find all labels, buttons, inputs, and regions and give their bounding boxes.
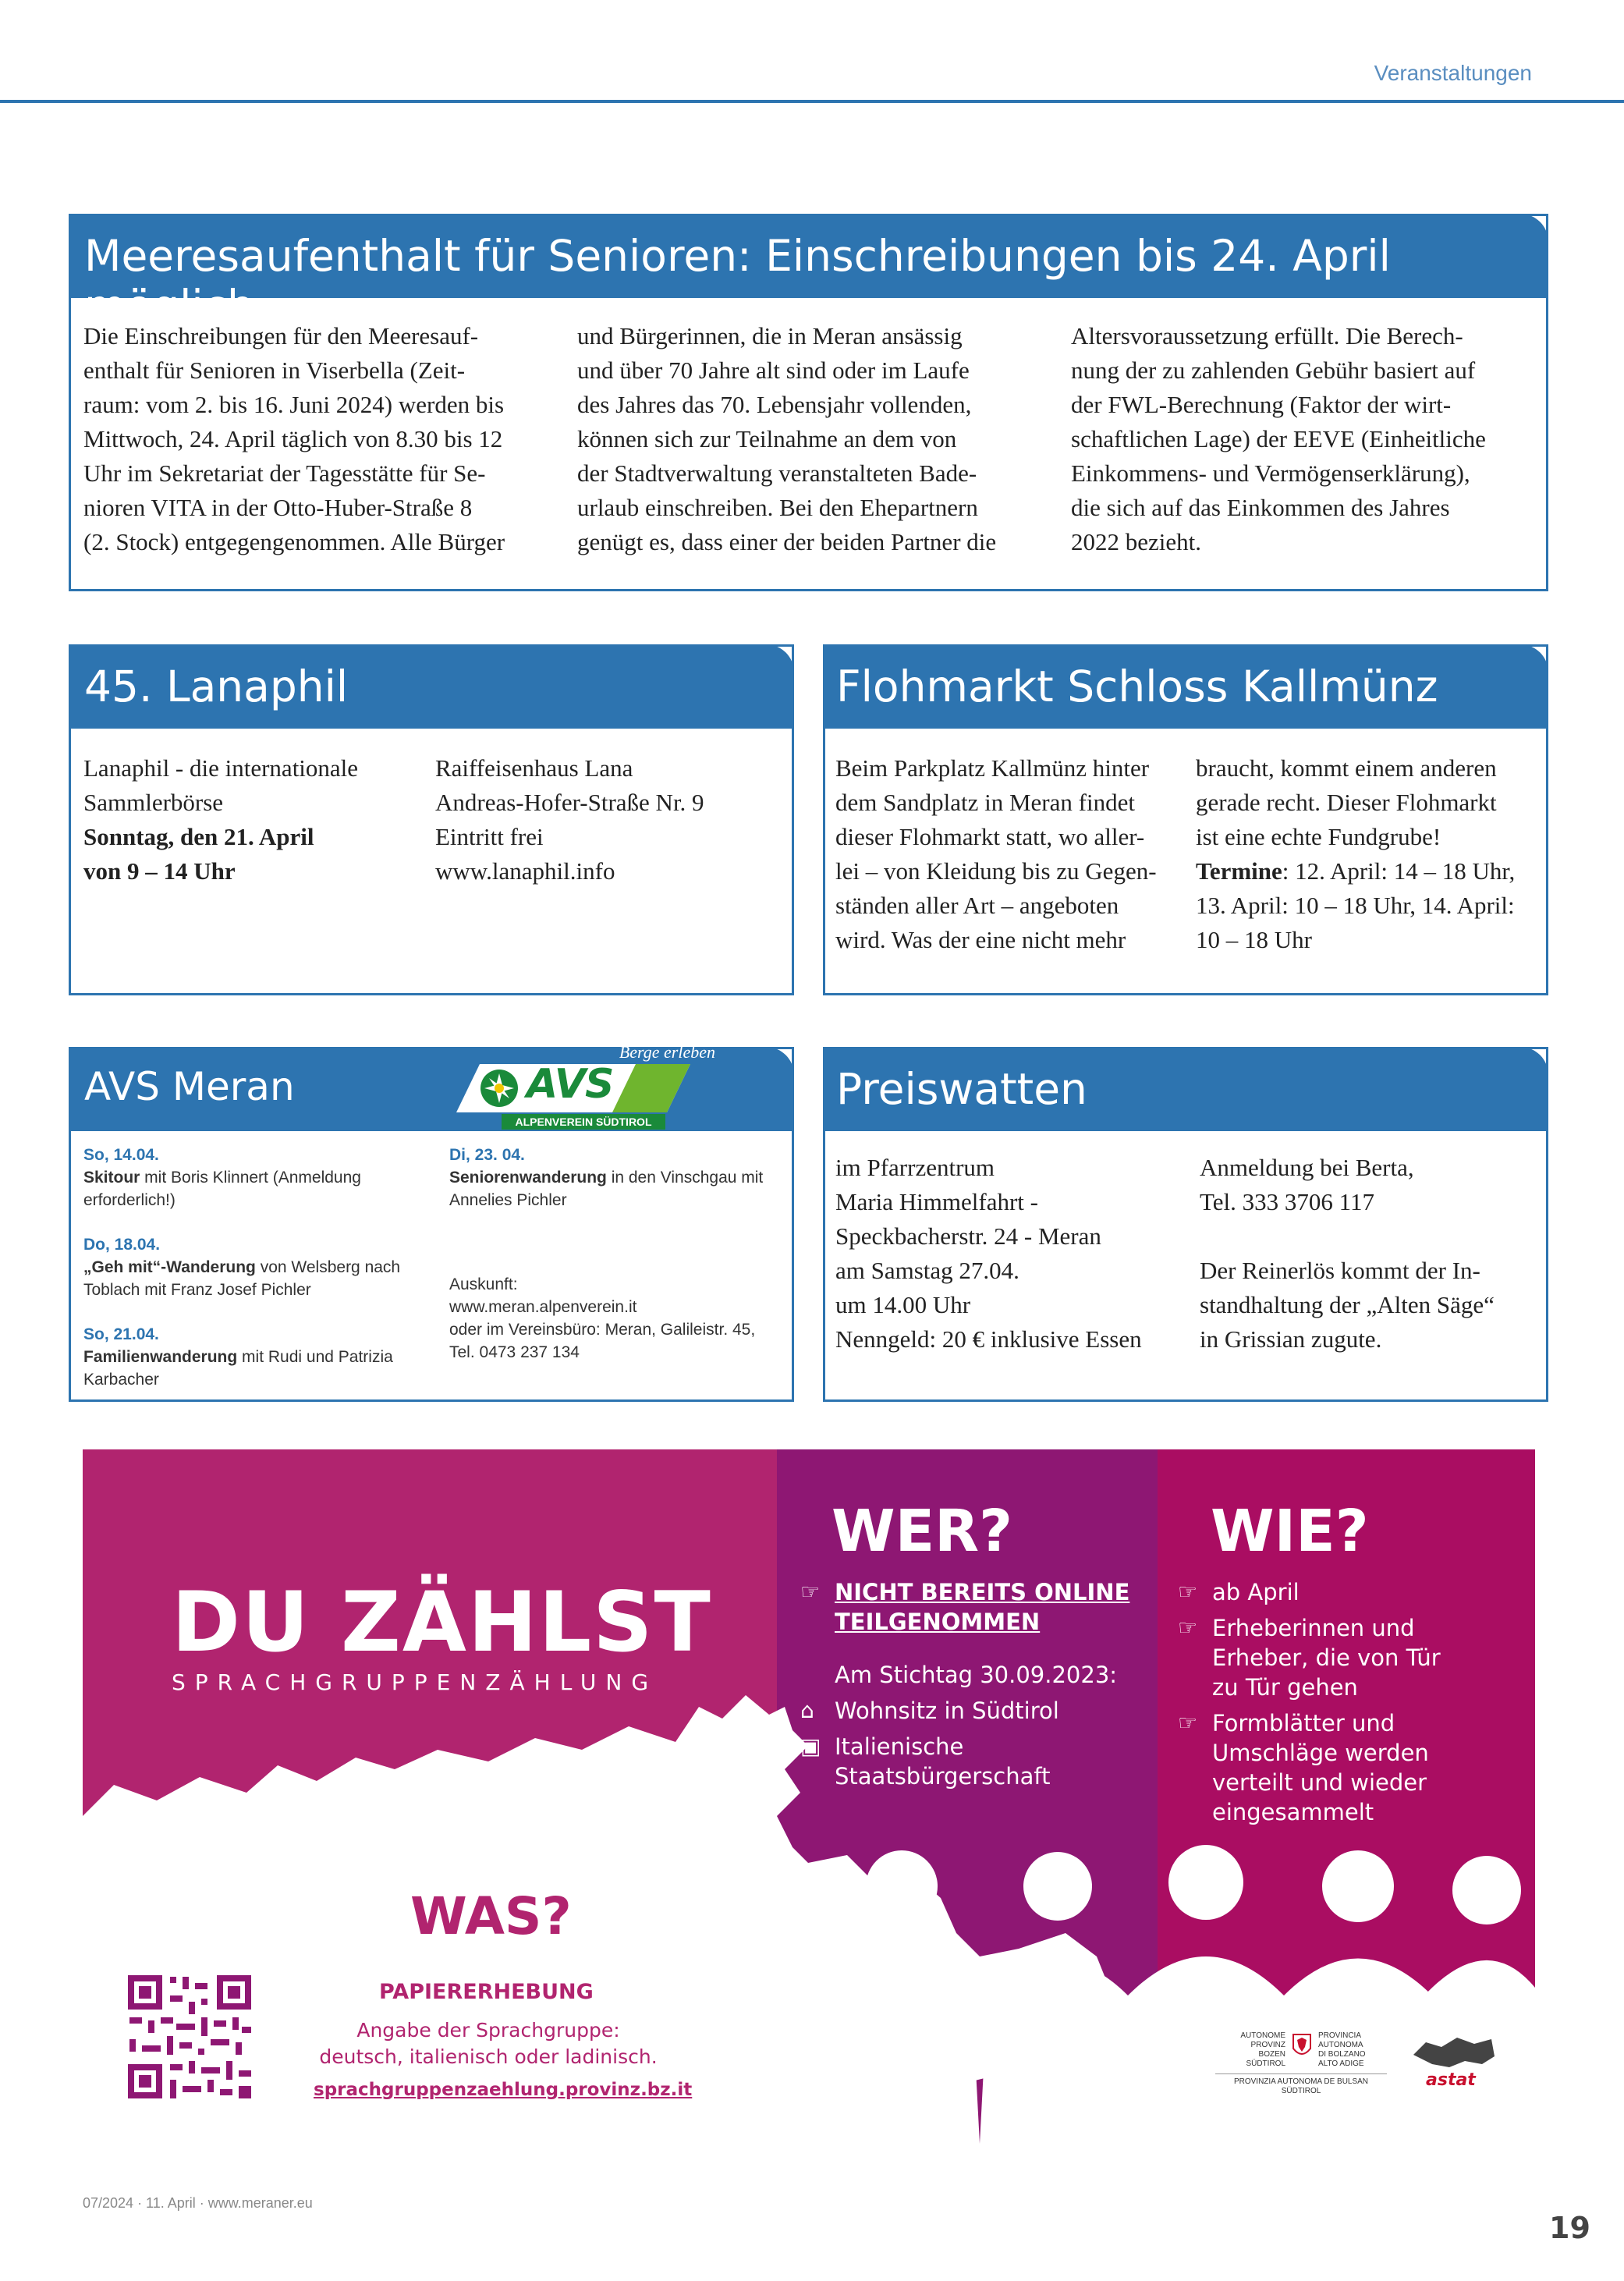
census-wie-list: ☞ ab April ☞ Erheberinnen und Erheber, die von Tür zu Tür gehen ☞ Formblätter und Umschläge werden verteilt und wieder eingesammelt — [1178, 1579, 1441, 1825]
census-headline: DU ZÄHLST — [172, 1574, 712, 1670]
eagle-coat-of-arms-icon — [1292, 2033, 1312, 2059]
lanaphil-link[interactable]: www.lanaphil.info — [435, 857, 615, 885]
preiswatten-col-1: im Pfarrzentrum Maria Himmelfahrt - Speckbacherstr. 24 - Meran am Samstag 27.04. um 14.00 Uhr Nenngeld: 20 € inklusive Essen — [835, 1154, 1142, 1353]
avs-link[interactable]: www.meran.alpenverein.it — [449, 1298, 637, 1316]
page-number: 19 — [1549, 2211, 1590, 2245]
avs-col-right: Di, 23. 04. Seniorenwanderung in den Vinschgau mit Annelies Pichler — [449, 1146, 764, 1209]
id-card-icon: ▣ — [800, 1733, 821, 1759]
census-was-text: Angabe der Sprachgruppe: deutsch, italienisch oder ladinisch. — [319, 2019, 658, 2068]
census-url-link[interactable]: sprachgruppenzaehlung.provinz.bz.it — [314, 2080, 693, 2100]
header-rule — [0, 100, 1624, 103]
footer-info: 07/2024 · 11. April · www.meraner.eu — [83, 2195, 313, 2211]
section-label: Veranstaltungen — [1374, 61, 1532, 85]
avs-logo-sub: ALPENVEREIN SÜDTIROL — [502, 1114, 665, 1130]
seniors-col-1: Die Einschreibungen für den Meeresauf- enthalt für Senioren in Viserbella (Zeit- raum: vom 2. bis 16. Juni 2024) werden bis Mittwoch, 24. April täglich von 8.30 bis 12 Uhr im Sekretariat der Tagesstätte für Se- nioren VITA in der Otto-Huber-Straße 8 (2. Stock) entgegengenommen. Alle Bürger — [83, 322, 505, 555]
avs-logo — [456, 1042, 722, 1130]
astat-logo: astat — [1426, 2070, 1476, 2090]
pointing-hand-icon: ☞ — [1178, 1615, 1198, 1641]
lanaphil-title: 45. Lanaphil — [69, 644, 794, 729]
census-was: WAS? — [410, 1886, 572, 1946]
qr-code-icon[interactable] — [123, 1971, 256, 2103]
flohmarkt-title: Flohmarkt Schloss Kallmünz — [823, 644, 1548, 729]
census-was-title: PAPIERERHEBUNG — [379, 1980, 594, 2004]
lanaphil-col-2: Raiffeisenhaus Lana Andreas-Hofer-Straße Nr. 9 Eintritt frei www.lanaphil.info — [435, 751, 786, 889]
lanaphil-col-1: Lanaphil - die internationale Sammlerbörse Sonntag, den 21. April von 9 – 14 Uhr — [83, 754, 359, 885]
avs-col-left: So, 14.04. Skitour mit Boris Klinnert (Anmeldung erforderlich!) Do, 18.04. „Geh mit“-Wanderung von Welsberg nach Toblach mit Franz Josef Pichler So, 21.04. Familienwanderung mit Rudi und Patrizia Karbacher — [83, 1146, 401, 1389]
census-subline: SPRACHGRUPPENZÄHLUNG — [172, 1669, 658, 1695]
avs-logo-tagline: Berge erleben — [619, 1042, 715, 1062]
avs-title: AVS Meran — [84, 1064, 295, 1109]
preiswatten-title: Preiswatten — [823, 1047, 1548, 1131]
flohmarkt-col-2: braucht, kommt einem anderen gerade recht. Dieser Flohmarkt ist eine echte Fundgrube! Termine: 12. April: 14 – 18 Uhr, 13. April: 10 – 18 Uhr, 14. April: 10 – 18 Uhr — [1196, 754, 1516, 953]
census-wer-list: ☞ NICHT BEREITS ONLINE TEILGENOMMEN Am Stichtag 30.09.2023: ⌂ Wohnsitz in Südtirol ▣ Italienische Staatsbürgerschaft — [800, 1579, 1130, 1790]
seniors-col-3: Altersvoraussetzung erfüllt. Die Berech- nung der zu zahlenden Gebühr basiert auf der FWL-Berechnung (Faktor der wirt- schaftlichen Lage) der EEVE (Einheitliche Einkommens- und Vermögenserklärung), die sich auf das Einkommen des Jahres 2022 bezieht. — [1071, 322, 1486, 555]
seniors-title: Meeresaufenthalt für Senioren: Einschreibungen bis 24. April möglich — [69, 214, 1548, 298]
seniors-col-2: und Bürgerinnen, die in Meran ansässig und über 70 Jahre alt sind oder im Laufe des Jahres das 70. Lebensjahr vollenden, können sich zur Teilnahme an dem von der Stadtverwaltung veranstalteten Bade- urlaub einschreiben. Bei den Ehepartnern genügt es, dass einer der beiden Partner die — [577, 322, 997, 555]
pointing-hand-icon: ☞ — [1178, 1710, 1198, 1736]
avs-auskunft: Auskunft: www.meran.alpenverein.it oder im Vereinsbüro: Meran, Galileistr. 45, Tel. 0473 237 134 — [449, 1273, 785, 1364]
pointing-hand-icon: ☞ — [800, 1579, 821, 1605]
flohmarkt-col-1: Beim Parkplatz Kallmünz hinter dem Sandplatz in Meran findet dieser Flohmarkt statt, wo aller- lei – von Kleidung bis zu Gegen- ständen aller Art – angeboten wird. Was der eine nicht mehr — [835, 754, 1157, 953]
census-wie: WIE? — [1211, 1498, 1369, 1565]
preiswatten-col-2: Anmeldung bei Berta, Tel. 333 3706 117 Der Reinerlös kommt der In- standhaltung der „Alten Säge“ in Grissian zugute. — [1200, 1154, 1495, 1353]
house-icon: ⌂ — [800, 1697, 814, 1723]
census-ad: DU ZÄHLST SPRACHGRUPPENZÄHLUNG WAS? PAPIERERHEBUNG Angabe der Sprachgruppe: deutsch, italienisch oder ladinisch. sprachgruppenzaehlung.provinz.bz.it WER? ☞ NICHT BEREITS ONLINE TEILGENOMMEN Am Stichtag 30.09.2023: ⌂ Wohnsitz in Südtirol ▣ Italienische Staatsbürgerschaft WIE? ☞ ab April ☞ Erheberinnen und Erheber, die von Tür zu Tür gehen ☞ Formblätter und Umschläge werden verteilt und wieder eingesammelt AUTONOME PROVINZ BOZEN SÜDTIROL PROVINCIA AUTONOMA DI BOLZANO ALTO ADIGE PROVINZIA AUTONOMA DE BULSAN SÜDTIROL astat — [83, 1449, 1535, 2144]
avs-logo-text: AVS — [527, 1061, 614, 1108]
pointing-hand-icon: ☞ — [1178, 1579, 1198, 1605]
census-wer: WER? — [832, 1498, 1013, 1565]
